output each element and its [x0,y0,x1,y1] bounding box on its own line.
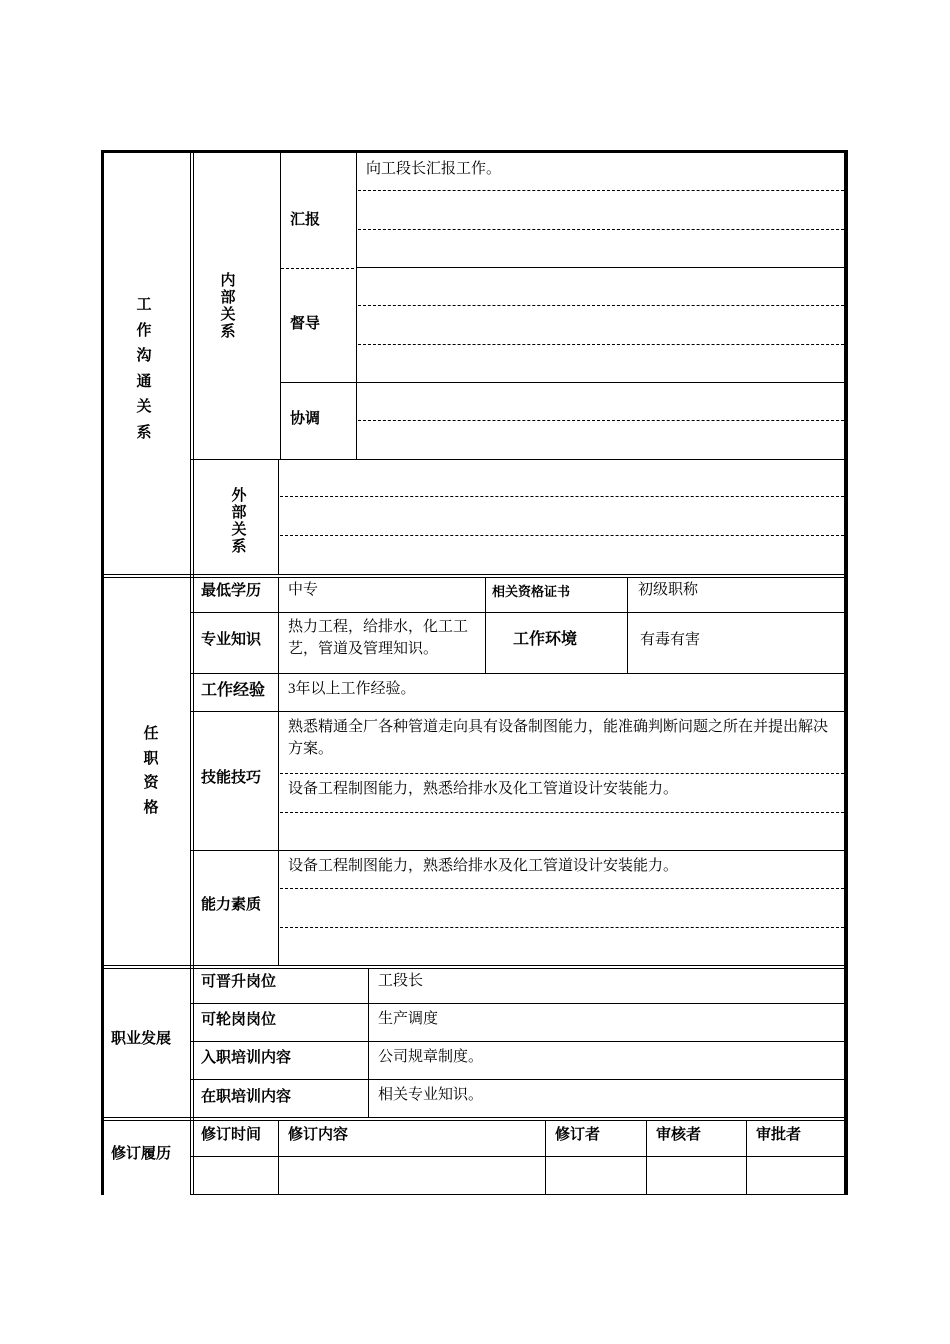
rule [545,1120,546,1195]
environment-label: 工作环境 [513,631,578,648]
rule [746,1120,747,1195]
rule [278,459,279,574]
rule [356,267,845,268]
revision-header-date: 修订时间 [201,1126,262,1143]
rule [191,1003,845,1004]
revision-header-content: 修订内容 [288,1126,349,1143]
rule [191,1041,845,1042]
onboarding-value: 公司规章制度。 [378,1049,484,1065]
education-value: 中专 [288,582,319,598]
report-content: 向工段长汇报工作。 [366,161,502,177]
section-label-qualification: 任 职 资 格 [143,725,159,816]
rule [191,459,845,460]
rotation-value: 生产调度 [378,1011,439,1027]
rule [191,850,845,851]
rule [280,382,845,383]
dashed-rule [281,268,354,269]
dashed-rule [358,305,844,306]
rule [193,152,194,1195]
experience-value: 3年以上工作经验。 [288,681,416,697]
rule [191,1079,845,1080]
skills-line-2: 设备工程制图能力，熟悉给排水及化工管道设计安装能力。 [288,781,679,797]
ability-label: 能力素质 [201,896,262,913]
environment-value: 有毒有害 [640,632,701,648]
rule [101,577,848,578]
rule [278,577,279,965]
experience-label: 工作经验 [201,682,266,699]
dashed-rule [358,420,844,421]
rule [280,152,281,459]
dashed-rule [280,496,844,497]
dashed-rule [280,812,844,813]
dashed-rule [358,229,844,230]
inservice-label: 在职培训内容 [201,1088,292,1105]
skills-line-1: 熟悉精通全厂各种管道走向具有设备制图能力，能准确判断问题之所在并提出解决方案。 [288,719,829,757]
rule [485,577,486,673]
rule [278,1120,279,1195]
rule [101,1117,848,1118]
dashed-rule [280,888,844,889]
rule [101,965,848,966]
dashed-rule [280,773,844,774]
certificate-value: 初级职称 [638,582,699,598]
dashed-rule [358,344,844,345]
rotation-label: 可轮岗岗位 [201,1011,277,1028]
rule [191,612,845,613]
supervise-label: 督导 [290,315,321,332]
inservice-value: 相关专业知识。 [378,1087,484,1103]
knowledge-label: 专业知识 [201,631,262,648]
section-label-career: 职业发展 [111,1030,172,1047]
section-label-revision: 修订履历 [111,1145,172,1162]
rule [191,711,845,712]
education-label: 最低学历 [201,582,262,599]
dashed-rule [280,535,844,536]
certificate-label: 相关资格证书 [492,584,571,599]
skills-label: 技能技巧 [201,769,262,786]
rule [101,574,848,575]
rule [627,577,628,673]
internal-relations-label: 内 部 关 系 [220,272,236,340]
dashed-rule [280,927,844,928]
section-label-communication: 工 作 沟 通 关 系 [136,296,152,441]
rule [844,152,845,1195]
rule [101,1120,848,1121]
rule [101,968,848,969]
onboarding-label: 入职培训内容 [201,1049,292,1066]
coordinate-label: 协调 [290,410,321,427]
ability-line-1: 设备工程制图能力，熟悉给排水及化工管道设计安装能力。 [288,858,679,874]
rule [356,152,357,459]
rule [191,673,845,674]
knowledge-value: 热力工程，给排水，化工工艺，管道及管理知识。 [288,619,469,657]
revision-header-reviewer: 审核者 [656,1126,702,1143]
promotion-label: 可晋升岗位 [201,973,277,990]
revision-header-approver: 审批者 [756,1126,802,1143]
rule [368,968,369,1117]
external-relations-label: 外 部 关 系 [231,487,247,555]
revision-header-reviser: 修订者 [555,1126,601,1143]
report-label: 汇报 [290,211,321,228]
rule [190,152,191,1195]
rule [646,1120,647,1195]
promotion-value: 工段长 [378,973,424,989]
dashed-rule [358,190,844,191]
